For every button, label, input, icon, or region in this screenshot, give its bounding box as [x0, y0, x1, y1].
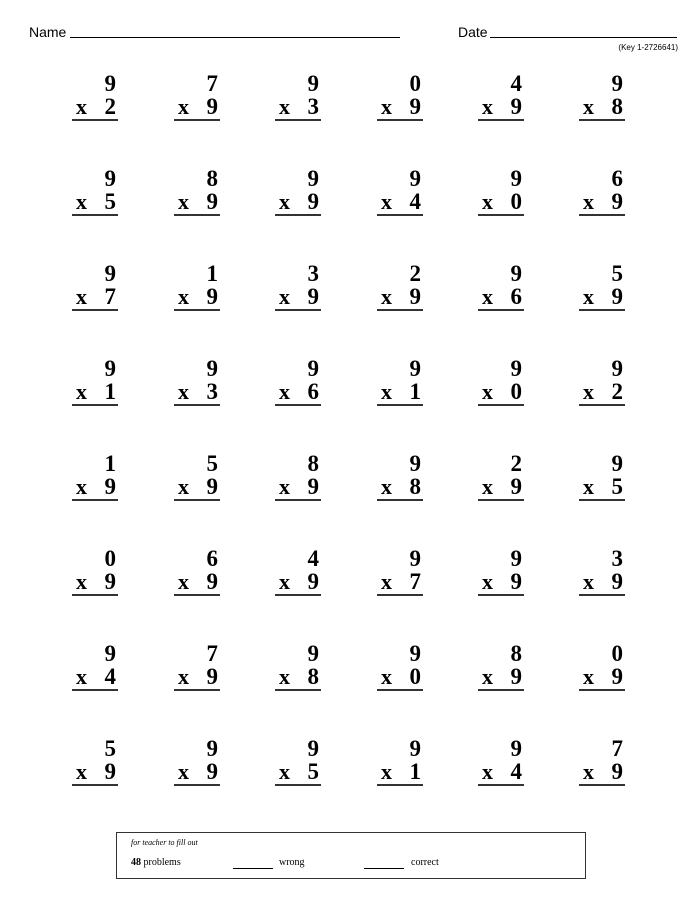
- answer-line[interactable]: [478, 760, 524, 786]
- multiplier: 5: [611, 474, 623, 499]
- problem: [174, 168, 220, 216]
- multiply-sign: x: [381, 189, 392, 214]
- problems-label: problems: [143, 857, 181, 868]
- name-label: Name: [29, 24, 67, 40]
- answer-line[interactable]: [377, 760, 423, 786]
- answer-line[interactable]: [174, 190, 220, 216]
- multiply-sign: x: [178, 94, 189, 119]
- problem: [72, 263, 118, 311]
- problem: [174, 548, 220, 596]
- multiplicand: 9: [510, 261, 522, 286]
- multiplier: 9: [409, 94, 421, 119]
- answer-line[interactable]: [579, 475, 625, 501]
- answer-line[interactable]: [579, 285, 625, 311]
- multiplicand: 9: [510, 166, 522, 191]
- answer-line[interactable]: [72, 190, 118, 216]
- multiplicand: 9: [409, 451, 421, 476]
- problem: [275, 548, 321, 596]
- answer-line[interactable]: [377, 475, 423, 501]
- multiplicand: 9: [307, 71, 319, 96]
- multiplier: 3: [206, 379, 218, 404]
- name-field-line[interactable]: [70, 37, 400, 38]
- multiplier: 9: [409, 284, 421, 309]
- multiply-sign: x: [178, 664, 189, 689]
- multiplier: 9: [206, 189, 218, 214]
- multiplicand: 9: [611, 356, 623, 381]
- multiply-sign: x: [178, 189, 189, 214]
- problem: [478, 73, 524, 121]
- multiplier: 1: [409, 379, 421, 404]
- multiply-sign: x: [583, 474, 594, 499]
- multiplier: 9: [206, 759, 218, 784]
- problem: [478, 168, 524, 216]
- wrong-blank[interactable]: [233, 868, 273, 869]
- multiplicand: 9: [104, 641, 116, 666]
- problem: [579, 738, 625, 786]
- multiplier: 9: [206, 474, 218, 499]
- answer-line[interactable]: [275, 380, 321, 406]
- problem: [377, 263, 423, 311]
- multiplicand: 3: [611, 546, 623, 571]
- answer-line[interactable]: [174, 760, 220, 786]
- multiplier: 9: [104, 474, 116, 499]
- multiplier: 1: [409, 759, 421, 784]
- multiplier: 9: [510, 474, 522, 499]
- multiply-sign: x: [381, 379, 392, 404]
- multiplier: 9: [104, 759, 116, 784]
- multiply-sign: x: [583, 189, 594, 214]
- problem: [377, 73, 423, 121]
- problem: [377, 643, 423, 691]
- multiply-sign: x: [381, 569, 392, 594]
- multiply-sign: x: [76, 664, 87, 689]
- answer-line[interactable]: [478, 475, 524, 501]
- multiplier: 8: [307, 664, 319, 689]
- multiply-sign: x: [76, 284, 87, 309]
- multiply-sign: x: [381, 759, 392, 784]
- multiply-sign: x: [482, 664, 493, 689]
- answer-line[interactable]: [377, 665, 423, 691]
- answer-line[interactable]: [478, 95, 524, 121]
- multiplier: 6: [510, 284, 522, 309]
- multiplicand: 9: [409, 641, 421, 666]
- multiplier: 7: [409, 569, 421, 594]
- multiplier: 4: [409, 189, 421, 214]
- problem: [174, 73, 220, 121]
- problem: [377, 168, 423, 216]
- multiplier: 4: [510, 759, 522, 784]
- multiplicand: 9: [104, 166, 116, 191]
- multiply-sign: x: [482, 379, 493, 404]
- multiply-sign: x: [482, 189, 493, 214]
- multiplicand: 8: [510, 641, 522, 666]
- multiplier: 9: [611, 759, 623, 784]
- problem: [579, 643, 625, 691]
- problem: [478, 453, 524, 501]
- problem: [377, 453, 423, 501]
- multiply-sign: x: [76, 379, 87, 404]
- multiplicand: 1: [104, 451, 116, 476]
- multiply-sign: x: [76, 94, 87, 119]
- answer-key-id: (Key 1-2726641): [618, 43, 678, 52]
- multiplier: 9: [206, 284, 218, 309]
- problem: [275, 738, 321, 786]
- multiplicand: 9: [510, 356, 522, 381]
- multiply-sign: x: [482, 284, 493, 309]
- problem: [174, 263, 220, 311]
- multiply-sign: x: [279, 474, 290, 499]
- date-label: Date: [458, 24, 488, 40]
- multiply-sign: x: [279, 569, 290, 594]
- problem: [174, 358, 220, 406]
- answer-line[interactable]: [174, 475, 220, 501]
- answer-line[interactable]: [275, 475, 321, 501]
- multiplier: 2: [104, 94, 116, 119]
- multiplier: 5: [307, 759, 319, 784]
- answer-line[interactable]: [174, 95, 220, 121]
- multiplicand: 7: [206, 71, 218, 96]
- problem: [72, 738, 118, 786]
- problem: [579, 548, 625, 596]
- problem: [579, 263, 625, 311]
- multiplier: 9: [611, 189, 623, 214]
- multiplier: 0: [510, 379, 522, 404]
- multiplicand: 9: [206, 356, 218, 381]
- multiplier: 9: [206, 569, 218, 594]
- answer-line[interactable]: [72, 95, 118, 121]
- problem: [72, 73, 118, 121]
- answer-line[interactable]: [174, 570, 220, 596]
- multiplier: 9: [206, 664, 218, 689]
- problem: [478, 358, 524, 406]
- multiplicand: 1: [206, 261, 218, 286]
- multiplicand: 9: [510, 736, 522, 761]
- problem: [579, 168, 625, 216]
- multiply-sign: x: [178, 379, 189, 404]
- answer-line[interactable]: [72, 380, 118, 406]
- multiplicand: 9: [104, 356, 116, 381]
- multiplicand: 6: [611, 166, 623, 191]
- multiplicand: 0: [104, 546, 116, 571]
- multiplicand: 9: [409, 166, 421, 191]
- answer-line[interactable]: [72, 570, 118, 596]
- multiplier: 3: [307, 94, 319, 119]
- multiplier: 9: [510, 569, 522, 594]
- multiplier: 9: [307, 189, 319, 214]
- problem: [174, 738, 220, 786]
- multiply-sign: x: [381, 474, 392, 499]
- multiplier: 0: [510, 189, 522, 214]
- score-row: [131, 857, 571, 868]
- multiplier: 9: [104, 569, 116, 594]
- answer-line[interactable]: [174, 285, 220, 311]
- multiply-sign: x: [381, 94, 392, 119]
- multiplier: 2: [611, 379, 623, 404]
- answer-line[interactable]: [275, 760, 321, 786]
- multiply-sign: x: [583, 379, 594, 404]
- answer-line[interactable]: [579, 380, 625, 406]
- multiplicand: 9: [206, 736, 218, 761]
- problem: [275, 358, 321, 406]
- multiplier: 5: [104, 189, 116, 214]
- multiplier: 8: [611, 94, 623, 119]
- multiply-sign: x: [178, 759, 189, 784]
- problem: [579, 453, 625, 501]
- answer-line[interactable]: [72, 665, 118, 691]
- multiply-sign: x: [76, 474, 87, 499]
- problem: [72, 548, 118, 596]
- answer-line[interactable]: [579, 95, 625, 121]
- problem: [72, 453, 118, 501]
- multiplicand: 8: [307, 451, 319, 476]
- wrong-label: wrong: [279, 857, 305, 868]
- problem: [478, 738, 524, 786]
- multiply-sign: x: [279, 759, 290, 784]
- multiplicand: 5: [206, 451, 218, 476]
- multiplicand: 9: [104, 71, 116, 96]
- multiplicand: 9: [104, 261, 116, 286]
- answer-line[interactable]: [478, 665, 524, 691]
- multiplicand: 9: [409, 546, 421, 571]
- multiply-sign: x: [279, 94, 290, 119]
- multiplicand: 9: [307, 166, 319, 191]
- multiply-sign: x: [76, 759, 87, 784]
- multiply-sign: x: [279, 189, 290, 214]
- multiplicand: 2: [409, 261, 421, 286]
- multiply-sign: x: [76, 189, 87, 214]
- multiply-sign: x: [583, 664, 594, 689]
- problem: [579, 358, 625, 406]
- problem: [275, 168, 321, 216]
- multiplier: 9: [510, 664, 522, 689]
- multiply-sign: x: [178, 474, 189, 499]
- multiplicand: 9: [307, 736, 319, 761]
- multiplier: 8: [409, 474, 421, 499]
- multiplicand: 9: [510, 546, 522, 571]
- answer-line[interactable]: [275, 570, 321, 596]
- correct-label: correct: [411, 857, 439, 868]
- answer-line[interactable]: [275, 95, 321, 121]
- multiplier: 1: [104, 379, 116, 404]
- multiplier: 9: [307, 569, 319, 594]
- multiply-sign: x: [381, 664, 392, 689]
- multiplicand: 9: [611, 71, 623, 96]
- answer-line[interactable]: [377, 285, 423, 311]
- multiplicand: 4: [510, 71, 522, 96]
- multiplier: 9: [611, 569, 623, 594]
- answer-line[interactable]: [275, 665, 321, 691]
- problem: [72, 643, 118, 691]
- multiplicand: 6: [206, 546, 218, 571]
- multiply-sign: x: [482, 474, 493, 499]
- answer-line[interactable]: [579, 570, 625, 596]
- problem: [275, 643, 321, 691]
- multiply-sign: x: [178, 569, 189, 594]
- multiplier: 6: [307, 379, 319, 404]
- problem: [174, 643, 220, 691]
- multiplicand: 0: [409, 71, 421, 96]
- multiply-sign: x: [279, 664, 290, 689]
- answer-line[interactable]: [579, 665, 625, 691]
- answer-line[interactable]: [478, 190, 524, 216]
- answer-line[interactable]: [579, 190, 625, 216]
- multiplicand: 5: [104, 736, 116, 761]
- multiplicand: 8: [206, 166, 218, 191]
- problem-count: 48: [131, 857, 141, 868]
- multiply-sign: x: [279, 284, 290, 309]
- multiplier: 7: [104, 284, 116, 309]
- multiply-sign: x: [279, 379, 290, 404]
- multiplicand: 7: [206, 641, 218, 666]
- problem: [377, 358, 423, 406]
- multiplier: 9: [611, 664, 623, 689]
- multiply-sign: x: [482, 94, 493, 119]
- multiplicand: 9: [409, 356, 421, 381]
- answer-line[interactable]: [72, 475, 118, 501]
- teacher-note: for teacher to fill out: [131, 838, 198, 847]
- problem: [377, 738, 423, 786]
- multiplier: 9: [307, 474, 319, 499]
- problem: [478, 548, 524, 596]
- answer-line[interactable]: [275, 190, 321, 216]
- multiply-sign: x: [583, 94, 594, 119]
- problem: [72, 168, 118, 216]
- answer-line[interactable]: [478, 380, 524, 406]
- problem: [579, 73, 625, 121]
- correct-blank[interactable]: [364, 868, 404, 869]
- multiplicand: 9: [307, 641, 319, 666]
- multiply-sign: x: [583, 569, 594, 594]
- answer-line[interactable]: [377, 380, 423, 406]
- multiply-sign: x: [381, 284, 392, 309]
- multiplier: 9: [206, 94, 218, 119]
- multiplier: 9: [611, 284, 623, 309]
- multiplicand: 9: [307, 356, 319, 381]
- multiply-sign: x: [178, 284, 189, 309]
- multiplicand: 0: [611, 641, 623, 666]
- problem: [72, 358, 118, 406]
- multiply-sign: x: [482, 569, 493, 594]
- teacher-score-box: [116, 832, 586, 879]
- problem: [275, 263, 321, 311]
- multiply-sign: x: [76, 569, 87, 594]
- multiplicand: 4: [307, 546, 319, 571]
- problem: [275, 73, 321, 121]
- answer-line[interactable]: [377, 95, 423, 121]
- multiplicand: 7: [611, 736, 623, 761]
- answer-line[interactable]: [478, 285, 524, 311]
- multiply-sign: x: [482, 759, 493, 784]
- multiply-sign: x: [583, 284, 594, 309]
- problem: [377, 548, 423, 596]
- problem: [478, 263, 524, 311]
- multiplier: 4: [104, 664, 116, 689]
- multiplier: 9: [510, 94, 522, 119]
- answer-line[interactable]: [377, 190, 423, 216]
- answer-line[interactable]: [478, 570, 524, 596]
- multiplicand: 9: [409, 736, 421, 761]
- answer-line[interactable]: [377, 570, 423, 596]
- multiplicand: 3: [307, 261, 319, 286]
- multiplicand: 9: [611, 451, 623, 476]
- problem: [174, 453, 220, 501]
- answer-line[interactable]: [72, 285, 118, 311]
- answer-line[interactable]: [275, 285, 321, 311]
- date-field-line[interactable]: [490, 37, 677, 38]
- multiplicand: 2: [510, 451, 522, 476]
- problem: [275, 453, 321, 501]
- multiply-sign: x: [583, 759, 594, 784]
- answer-line[interactable]: [72, 760, 118, 786]
- problem: [478, 643, 524, 691]
- answer-line[interactable]: [174, 665, 220, 691]
- answer-line[interactable]: [174, 380, 220, 406]
- multiplier: 0: [409, 664, 421, 689]
- multiplicand: 5: [611, 261, 623, 286]
- answer-line[interactable]: [579, 760, 625, 786]
- multiplier: 9: [307, 284, 319, 309]
